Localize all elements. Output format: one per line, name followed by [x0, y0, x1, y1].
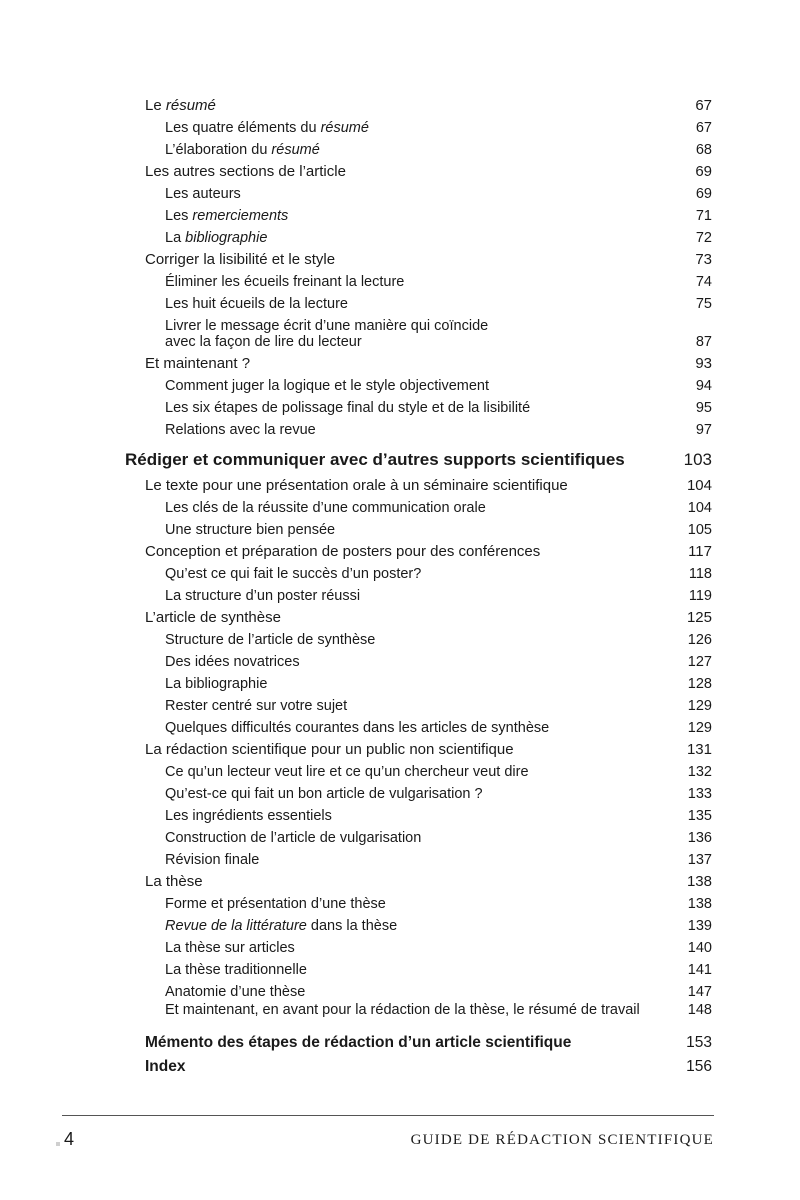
toc-entry-page: 148	[687, 1002, 712, 1018]
toc-entry-page: 128	[687, 676, 712, 692]
toc-entry-text: Rédiger et communiquer avec d’autres supports scientifiques	[125, 450, 625, 469]
toc-entry-text: Conception et préparation de posters pour des conférences	[145, 543, 541, 560]
toc-entry-title	[165, 119, 369, 137]
toc-entry-page: 117	[688, 543, 712, 560]
toc-entry-text: La bibliographie	[165, 676, 268, 692]
toc-entry-page: 125	[686, 609, 712, 626]
toc-entry-title	[165, 895, 386, 913]
page-marker	[56, 1142, 60, 1146]
toc-entry-page: 119	[688, 588, 712, 604]
toc-entry-title	[165, 295, 348, 313]
toc-entry-text: La	[165, 230, 186, 246]
toc-entry-page: 74	[695, 274, 712, 290]
toc-entry-title	[145, 355, 250, 373]
toc-entry-page: 141	[687, 962, 712, 978]
toc-entry-page: 94	[695, 378, 712, 394]
toc-entry-title	[165, 377, 489, 395]
toc-entry-text: La rédaction scientifique pour un public non scientifique	[145, 741, 514, 758]
toc-entry-title	[165, 851, 259, 869]
toc-entry-page: 104	[686, 477, 712, 494]
toc-entry-text: Le texte pour une présentation orale à un séminaire scientifique	[145, 477, 568, 494]
toc-entry-text: Révision finale	[165, 852, 260, 868]
toc-entry-page: 138	[687, 896, 712, 912]
toc-entry-page: 72	[695, 230, 712, 246]
toc-entry-page: 68	[695, 142, 712, 158]
toc-entry-text: Et maintenant, en avant pour la rédaction de la thèse, le résumé de travail	[165, 1002, 640, 1018]
toc-entry-title	[145, 97, 216, 115]
toc-entry-page: 104	[687, 500, 712, 516]
toc-entry-italic-text: résumé	[271, 142, 320, 158]
toc-entry-text: Le	[145, 97, 166, 114]
toc-entry-title	[165, 207, 288, 225]
toc-entry-title	[165, 421, 316, 439]
toc-entry-text: Forme et présentation d’une thèse	[165, 896, 386, 912]
toc-entry-title	[165, 917, 397, 935]
toc-entry-title	[145, 477, 568, 495]
toc-entry-title	[165, 939, 295, 957]
toc-entry-page: 132	[687, 764, 712, 780]
toc-entry-page: 140	[687, 940, 712, 956]
toc-entry-text: Les autres sections de l’article	[145, 163, 346, 180]
toc-entry-title	[165, 499, 486, 517]
running-head: GUIDE DE RÉDACTION SCIENTIFIQUE	[410, 1132, 714, 1148]
toc-entry-text: L’article de synthèse	[145, 609, 281, 626]
toc-entry-text: Les ingrédients essentiels	[165, 808, 332, 824]
toc-entry-page: 153	[686, 1034, 712, 1051]
toc-entry-page: 133	[687, 786, 712, 802]
toc-entry-title	[145, 251, 335, 269]
toc-entry-page: 137	[687, 852, 712, 868]
toc-entry-text: Les	[165, 208, 193, 224]
toc-entry-italic-text: Revue de la littérature	[165, 918, 307, 934]
toc-entry-title	[165, 399, 530, 417]
toc-entry-page: 75	[695, 296, 712, 312]
toc-entry-page: 138	[686, 873, 712, 890]
toc-entry-text: Mémento des étapes de rédaction d’un article scientifique	[145, 1034, 572, 1051]
toc-entry-text: Qu’est-ce qui fait un bon article de vulgarisation ?	[165, 786, 483, 802]
toc-entry-title	[165, 185, 241, 203]
toc-entry-page: 126	[687, 632, 712, 648]
toc-entry-page: 93	[695, 355, 712, 372]
toc-entry-title	[165, 565, 421, 583]
toc-entry-title	[145, 741, 514, 759]
toc-entry-page: 67	[695, 120, 712, 136]
toc-entry-title	[145, 163, 346, 181]
toc-entry-page: 127	[687, 654, 712, 670]
toc-entry-title	[145, 609, 281, 627]
toc-entry-title	[165, 763, 529, 781]
toc-entry-page: 87	[695, 334, 712, 350]
toc-entry-page: 71	[695, 208, 712, 224]
toc-entry-title	[165, 521, 335, 539]
toc-entry-page: 67	[695, 97, 712, 114]
toc-entry-title	[165, 631, 375, 649]
toc-entry-text: Les quatre éléments du	[165, 120, 321, 136]
toc-entry-text: dans la thèse	[306, 918, 398, 934]
toc-entry-text: La thèse	[145, 873, 203, 890]
toc-entry-page: 147	[687, 984, 712, 1000]
toc-entry-text: Rester centré sur votre sujet	[165, 698, 348, 714]
toc-entry-text: Ce qu’un lecteur veut lire et ce qu’un chercheur veut dire	[165, 764, 529, 780]
toc-entry-text: Les auteurs	[165, 186, 241, 202]
toc-entry-title	[145, 1058, 185, 1076]
toc-entry-page: 139	[687, 918, 712, 934]
toc-entry-text: Construction de l’article de vulgarisation	[165, 830, 422, 846]
toc-entry-title	[165, 141, 320, 159]
toc-entry-text: Relations avec la revue	[165, 422, 316, 438]
toc-entry-page: 129	[687, 720, 712, 736]
toc-entry-text: Une structure bien pensée	[165, 522, 336, 538]
toc-entry-title	[125, 451, 625, 469]
toc-entry-text: Livrer le message écrit d’une manière qui coïncide	[165, 318, 489, 334]
toc-entry-text: Qu’est ce qui fait le succès d’un poster?	[165, 566, 422, 582]
toc-entry-text: Structure de l’article de synthèse	[165, 632, 376, 648]
toc-entry-text: Les clés de la réussite d’une communication orale	[165, 500, 486, 516]
toc-entry-text: Quelques difficultés courantes dans les articles de synthèse	[165, 720, 550, 736]
toc-entry-title	[165, 697, 347, 715]
toc-entry-title	[165, 807, 332, 825]
toc-entry-page: 131	[686, 741, 712, 758]
toc-entry-italic-text: remerciements	[192, 208, 289, 224]
toc-entry-page: 95	[695, 400, 712, 416]
toc-entry-title	[165, 675, 267, 693]
toc-entry-page: 129	[687, 698, 712, 714]
toc-entry-title	[165, 1001, 640, 1019]
toc-entry-text: Index	[145, 1058, 186, 1075]
toc-entry-title	[165, 983, 305, 1001]
toc-entry-page: 73	[695, 251, 712, 268]
toc-entry-text: Les six étapes de polissage final du style et de la lisibilité	[165, 400, 531, 416]
toc-entry-title	[165, 785, 483, 803]
toc-entry-page: 105	[687, 522, 712, 538]
toc-entry-page: 136	[687, 830, 712, 846]
toc-entry-title	[165, 829, 421, 847]
toc-entry-text: Des idées novatrices	[165, 654, 300, 670]
footer-divider	[62, 1115, 714, 1116]
toc-entry-italic-text: résumé	[320, 120, 369, 136]
toc-entry-page: 135	[687, 808, 712, 824]
page-number: 4	[64, 1129, 75, 1149]
toc-entry-text: La thèse traditionnelle	[165, 962, 307, 978]
toc-entry-page: 69	[695, 186, 712, 202]
toc-entry-title	[165, 653, 300, 671]
toc-entry-title	[165, 333, 362, 351]
toc-entry-text: Les huit écueils de la lecture	[165, 296, 348, 312]
toc-entry-title	[165, 587, 360, 605]
toc-entry-page: 118	[688, 566, 712, 582]
toc-entry-page: 156	[686, 1058, 712, 1075]
toc-entry-page: 103	[683, 450, 712, 469]
toc-entry-title	[145, 543, 540, 561]
toc-entry-italic-text: bibliographie	[185, 230, 268, 246]
toc-entry-text: La structure d’un poster réussi	[165, 588, 361, 604]
toc-entry-text: Comment juger la logique et le style objectivement	[165, 378, 489, 394]
toc-entry-page: 69	[695, 163, 712, 180]
toc-entry-text: Éliminer les écueils freinant la lecture	[165, 274, 405, 290]
toc-entry-text: Corriger la lisibilité et le style	[145, 251, 336, 268]
toc-entry-title	[165, 229, 267, 247]
toc-entry-text: L’élaboration du	[165, 142, 272, 158]
toc-entry-text: Et maintenant ?	[145, 355, 251, 372]
toc-entry-title	[145, 1034, 571, 1052]
toc-entry-italic-text: résumé	[165, 97, 216, 114]
toc-entry-text: Anatomie d’une thèse	[165, 984, 306, 1000]
toc-entry-title	[165, 719, 549, 737]
toc-entry-title	[165, 273, 404, 291]
toc-entry-text: La thèse sur articles	[165, 940, 295, 956]
toc-entry-title	[165, 961, 307, 979]
toc-entry-title	[145, 873, 203, 891]
toc-entry-text: avec la façon de lire du lecteur	[165, 334, 362, 350]
toc-entry-page: 97	[695, 422, 712, 438]
